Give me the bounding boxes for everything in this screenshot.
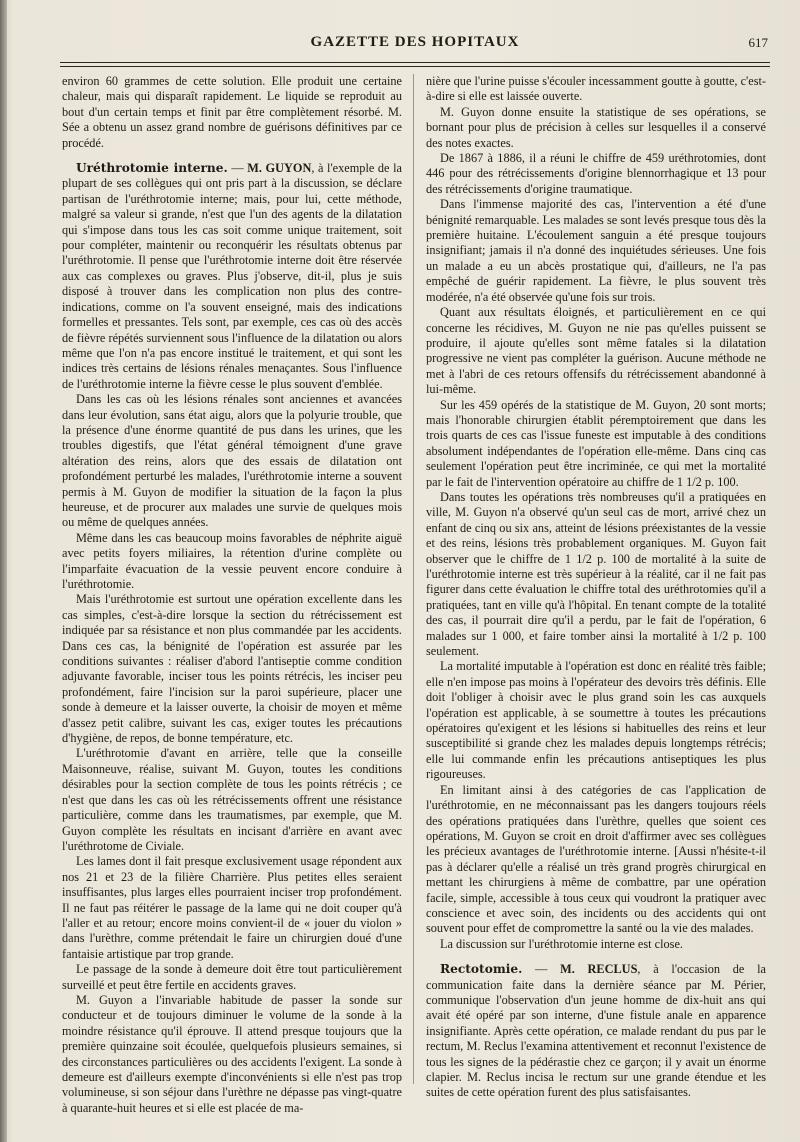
paragraph: nière que l'urine puisse s'écouler incessamment goutte à goutte, c'est-à-dire si elle est laissée ouverte. — [426, 74, 766, 104]
column-divider — [413, 74, 414, 1084]
header-rule-thick — [60, 62, 770, 63]
paragraph: M. Guyon a l'invariable habitude de passer la sonde sur conducteur et de toujours diminuer le volume de la sonde à la moindre résistance qu'il éprouve. Il attend presque toujours que la première quinzaine soit écoulée, quelquefois plusieurs semaines, si des circonstances particulières ou des accidents l'exigent. La sonde à demeure est d'ailleurs exempte d'inconvénients si elle n'est pas trop volumineuse, si son séjour dans l'urèthre ne dépasse pas vingt-quatre à quarante-huit heures et si elle est placée de ma- — [62, 992, 402, 1115]
section-heading: Uréthrotomie interne. — [76, 161, 228, 176]
heading-dash: — — [522, 962, 561, 977]
paragraph: Les lames dont il fait presque exclusivement usage répondent aux nos 21 et 23 de la filière Charrière. Plus petites elles seraient insuffisantes, plus larges elles pourraient inciser trop profondément. Il ne faut pas réitérer le passage de la lame qui ne doit couper qu'à l'aller et au retour; encore moins convient-il de « jouer du violon » dans l'urèthre, comme prétendait le faire un chirurgien doué d'une fantaisie artistique par trop grande. — [62, 854, 402, 961]
paragraph: De 1867 à 1886, il a réuni le chiffre de 459 uréthrotomies, dont 446 pour des rétrécissements d'origine blennorrhagique et 13 pour des rétrécissements d'origine traumatique. — [426, 151, 766, 196]
right-column — [426, 74, 766, 1101]
section-author: M. RECLUS — [560, 962, 638, 977]
paragraph: Le passage de la sonde à demeure doit être tout particulièrement surveillé et peut être fertile en accidents graves. — [62, 962, 402, 992]
paragraph: Dans l'immense majorité des cas, l'intervention a été d'une bénignité remarquable. Les malades se sont levés presque tous dès la première huitaine. L'écoulement sanguin a été presque toujours insignifiant; jamais il n'a donné des inquiétudes sérieuses. Une fois un malade a eu un abcès prostatique qui, d'ailleurs, ne l'a pas empêché de guérir rapidement. La fièvre, le plus souvent très modérée, n'a été observée qu'une fois sur trois. — [426, 197, 766, 304]
page-number: 617 — [748, 35, 768, 50]
paragraph: Sur les 459 opérés de la statistique de M. Guyon, 20 sont morts; mais l'honorable chirurgien établit péremptoirement que dans les trois quarts de ces cas l'issue funeste est imputable à des conditions absolument indépendantes de l'opération elle-même. Dans cinq cas seulement l'opération peut être incriminée, ce qui met la mortalité par le fait de l'intervention opératoire au chiffre de 1 1/2 p. 100. — [426, 397, 766, 489]
section-author: M. GUYON — [247, 161, 312, 176]
paragraph: Même dans les cas beaucoup moins favorables de néphrite aiguë avec petits foyers miliaires, la rétention d'urine complète ou l'imparfaite évacuation de la vessie peuvent encore conduire à l'uréthrotomie. — [62, 530, 402, 591]
section-text: , à l'occasion de la communication faite dans la dernière séance par M. Périer, communique l'observation d'un jeune homme de dix-huit ans qui avait été opéré par son interne, d'une fistule anale en apparence insignifiante. Après cette opération, ce malade rendant du pus par le rectum, M. Reclus l'examina attentivement et reconnut l'existence de tous les signes de la pédérastie chez ce garçon; il y avait un énorme clapier. M. Reclus incisa le rectum sur une grande étendue et les suites de cette opération furent des plus satisfaisantes. — [426, 962, 766, 1100]
paragraph: M. Guyon donne ensuite la statistique de ses opérations, se bornant pour plus de précision à celles sur lesquelles il a conservé des notes exactes. — [426, 104, 766, 150]
paragraph: La discussion sur l'uréthrotomie interne est close. — [440, 936, 683, 951]
paragraph: Mais l'uréthrotomie est surtout une opération excellente dans les cas simples, c'est-à-dire lorsque la section du rétrécissement est indiquée par sa résistance et non plus commandée par les accidents. Dans ces cas, la bénignité de l'opération est assurée par les conditions suivantes : réaliser d'abord l'antiseptie comme condition adjuvante favorable, inciser tous les points rétrécis, les inciser peu profondément, faire l'incision sur la paroi supérieure, placer une sonde à demeure et la laisser ouverte, la choisir de moyen et même d'assez petit calibre, suivant les cas, exiger toutes les précautions d'hygiène, de repos, de bonne température, etc. — [62, 592, 402, 746]
paragraph: Dans toutes les opérations très nombreuses qu'il a pratiquées en ville, M. Guyon n'a observé qu'un seul cas de mort, arrivé chez un enfant de cinq ou six ans, atteint de lésions préexistantes de la vessie et des reins, lésions très probablement organiques. M. Guyon fait observer que le chiffre de 1 1/2 p. 100 de mortalité à la suite de l'uréthrotomie interne est très supérieur à la réalité, car il ne fait pas figurer dans cette évaluation le chiffre total des uréthrotomies qu'il a pratiquées, tant en ville qu'à l'hôpital. En tenant compte de la totalité des cas, il pourrait dire qu'il a perdu, par le fait de l'opération, 6 malades sur 1 000, et faire tomber ainsi la mortalité à 1/2 p. 100 seulement. — [426, 489, 766, 659]
paragraph: Quant aux résultats éloignés, et particulièrement en ce qui concerne les récidives, M. Guyon ne nie pas qu'elles puissent se produire, il ajoute qu'elles sont même fatales si la dilatation progressive ne vient pas compléter la guérison. Aucune méthode ne met à l'abri de ces retours offensifs du rétrécissement abandonné à lui-même. — [426, 305, 766, 397]
left-column — [62, 74, 402, 1116]
page-spine-shadow — [0, 0, 7, 1142]
header-rule-thin — [60, 66, 770, 67]
heading-dash: — — [227, 161, 248, 176]
section-rectotomie — [426, 962, 766, 1101]
paragraph: L'uréthrotomie d'avant en arrière, telle que la conseille Maisonneuve, réalise, suivant M. Guyon, toutes les conditions désirables pour la section complète de tous les points rétrécis ; ce n'est que dans les cas où les rétrécissements offrent une résistance particulière, comme dans les traumatismes, par exemple, que M. Guyon complète les résultats en incisant d'arrière en avant avec l'uréthrotome de Civiale. — [62, 746, 402, 853]
paragraph: En limitant ainsi à des catégories de cas l'application de l'uréthrotomie, en ne méconnaissant pas les dangers toujours réels des opérations pratiquées dans l'urèthre, quelles que soient ces opérations, M. Guyon se croit en droit d'affirmer avec ses collègues les précieux avantages de l'uréthrotomie interne. [Aussi n'hésite-t-il pas à déclarer qu'elle a réalisé un très grand progrès chirurgical en mettant les chirurgiens à même de combattre, par une opération facile, simple, accessible à tous ceux qui voudront la pratiquer avec conscience et avec soin, des incidents ou des accidents qui ont souvent pour effet de compromettre la santé ou la vie des malades. — [426, 782, 766, 936]
paragraph: Dans les cas où les lésions rénales sont anciennes et avancées dans leur évolution, sans état aigu, alors que la polyurie trouble, que la présence d'une énorme quantité de pus dans les urines, que les troubles digestifs, que l'état général témoignent d'une grave altération des reins, alors que des essais de dilatation ont profondément perturbé les malades, l'uréthrotomie interne a souvent permis à M. Guyon de modifier la situation de la façon la plus heureuse, et de procurer aux malades une survie de quelques mois ou même de quelques années. — [62, 392, 402, 530]
section-heading: Rectotomie. — [440, 962, 523, 977]
section-uretrotomie — [62, 161, 402, 392]
paragraph: environ 60 grammes de cette solution. Elle produit une certaine chaleur, mais qui disparaît rapidement. Le liquide se reproduit au bout d'un certain temps et finit par être complètement résorbé. M. Sée a obtenu un assez grand nombre de guérisons définitives par ce procédé. — [62, 74, 402, 150]
page-header — [60, 28, 770, 64]
paragraph: La mortalité imputable à l'opération est donc en réalité très faible; elle n'en impose pas moins à l'opérateur des devoirs très définis. Elle doit l'obliger à choisir avec le plus grand soin les cas auxquels l'opération est applicable, à se soumettre à toutes les précautions opératoires qu'exigent et les lésions si habituelles des reins et leur susceptibilité si grande chez les malades depuis longtemps rétrécis; elle lui commande enfin les précautions antiseptiques les plus rigoureuses. — [426, 659, 766, 782]
journal-title: GAZETTE DES HOPITAUX — [310, 34, 520, 50]
section-text: , à l'exemple de la plupart de ses collègues qui ont pris part à la discussion, se déclare partisan de l'uréthrotomie interne; mais, pour lui, cette méthode, malgré sa valeur si grande, n'est que l'un des agents de la dilatation qui s'impose dans tous les cas soit comme unique traitement, soit pour compléter, maintenir ou reconquérir les résultats obtenus par l'uréthrotomie. Il pense que l'uréthrotomie interne doit être réservée aux cas complexes ou graves. Plus j'observe, dit-il, plus je suis disposé à trouver dans les complication non plus des contre-indications, comme on l'a souvent enseigné, mais des indications formelles et pressantes. Tels sont, par exemple, ces cas où des accès de fièvre répétés surviennent sous l'influence de la dilatation ou alors même que l'on n'a pas encore institué le traitement, et qui sont les indices très certains de lésions rénales menaçantes. Sous l'influence de l'uréthrotomie interne la fièvre cesse le plus souvent d'emblée. — [62, 161, 402, 391]
